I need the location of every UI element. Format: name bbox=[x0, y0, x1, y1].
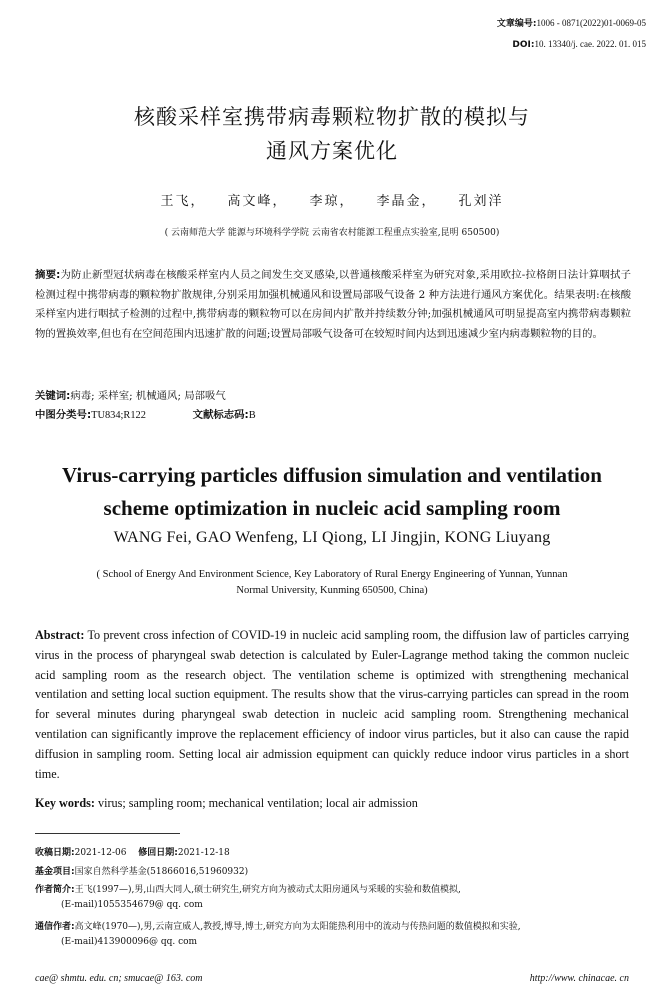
english-affiliation: ( School of Energy And Environment Science, Key Laboratory of Rural Energy Engineering of Yunnan, Yunnan Normal University, Kunming 650500, China) bbox=[96, 569, 568, 596]
author-2: 高文峰， bbox=[227, 194, 288, 209]
author-1: 王飞， bbox=[160, 194, 206, 209]
footnote-corresponding bbox=[35, 920, 635, 950]
article-number-value: 1006 - 0871(2022)01-0069-05 bbox=[536, 18, 646, 28]
english-abstract-text: To prevent cross infection of COVID-19 in nucleic acid sampling room, the diffusion law of particles carrying virus in the process of pharyngeal swab detection is calculated by Euler-Lagrange method taking the common nucleic acid sampling room as the research object. The ventilation scheme is optimized with strengthening mechanical ventilation and setting local suction equipment. The results show that the virus-carrying particles can spread in the room for several minutes during pharyngeal swab detection in nucleic acid sampling room. Strengthening mechanical ventilation can significantly improve the replacement efficiency of indoor virus particles, but it also can cause the rapid diffusion in sampling room. Setting local air admission equipment can quickly reduce indoor virus particles in a short time. bbox=[35, 628, 629, 781]
footer-emails: cae@ shmtu. edu. cn; smucae@ 163. com bbox=[35, 973, 203, 984]
clc-value: TU834;R122 bbox=[91, 410, 146, 421]
chinese-title-line-1: 核酸采样室携带病毒颗粒物扩散的模拟与 bbox=[134, 105, 530, 129]
chinese-title bbox=[0, 100, 664, 168]
received-label: 收稿日期: bbox=[35, 848, 75, 858]
english-keywords-label: Key words: bbox=[35, 796, 95, 810]
footnote-divider bbox=[35, 833, 180, 834]
english-authors: WANG Fei, GAO Wenfeng, LI Qiong, LI Jingjin, KONG Liuyang bbox=[113, 529, 551, 546]
footer-website: http://www. chinacae. cn bbox=[529, 973, 629, 984]
fund-label: 基金项目: bbox=[35, 867, 75, 877]
footnote-author bbox=[35, 883, 635, 913]
english-keywords bbox=[35, 796, 418, 811]
chinese-affiliation: ( 云南师范大学 能源与环境科学学院 云南省农村能源工程重点实验室,昆明 650500) bbox=[164, 228, 500, 238]
author-info-text: 王飞(1997—),男,山西大同人,硕士研究生,研究方向为被动式太阳房通风与采暖的实验和数值模拟, bbox=[74, 885, 461, 895]
doc-code-value: B bbox=[248, 410, 256, 421]
classification-line bbox=[35, 406, 256, 421]
revised-date: 2021-12-18 bbox=[177, 848, 230, 858]
doi bbox=[512, 38, 646, 52]
revised-label: 修回日期: bbox=[138, 848, 178, 858]
chinese-keywords-label: 关键词: bbox=[35, 390, 71, 402]
corr-text: 高文峰(1970—),男,云南宣威人,教授,博导,博士,研究方向为太阳能热利用中的流动与传热问题的数值模拟和实验, bbox=[74, 922, 521, 932]
chinese-title-line-2: 通风方案优化 bbox=[266, 139, 398, 163]
received-date: 2021-12-06 bbox=[74, 848, 127, 858]
fund-text: 国家自然科学基金(51866016,51960932) bbox=[74, 867, 249, 877]
author-4: 李晶金， bbox=[376, 194, 437, 209]
english-abstract-label: Abstract: bbox=[35, 628, 85, 642]
corr-email: (E-mail)413900096@ qq. com bbox=[61, 937, 198, 947]
doc-code-label: 文献标志码: bbox=[192, 409, 249, 421]
english-title bbox=[0, 459, 664, 525]
footnote-dates bbox=[35, 846, 635, 861]
english-title-line-2: scheme optimization in nucleic acid sampling room bbox=[103, 496, 561, 520]
chinese-abstract-label: 摘要: bbox=[35, 269, 61, 281]
footnote-fund bbox=[35, 865, 635, 880]
chinese-authors bbox=[0, 190, 664, 209]
chinese-abstract-text: 为防止新型冠状病毒在核酸采样室内人员之间发生交叉感染,以普通核酸采样室为研究对象,采用欧拉-拉格朗日法计算咽拭子检测过程中携带病毒的颗粒物扩散规律,分别采用加强机械通风和设置局部吸气设备 2 种方法进行通风方案优化。结果表明:在核酸采样室内进行咽拭子检测的过程中,携带病毒的颗粒物可以在房间内扩散并持续数分钟;加强机械通风可明显提高室内携带病毒颗粒物的置换效率,但也有在空间范围内迅速扩散的问题;设置局部吸气设备可在较短时间内达到迅速减少室内病毒颗粒物的目的。 bbox=[35, 269, 631, 340]
chinese-abstract bbox=[35, 266, 631, 344]
english-keywords-text: virus; sampling room; mechanical ventilation; local air admission bbox=[97, 796, 418, 810]
corr-label: 通信作者: bbox=[35, 922, 75, 932]
article-number bbox=[497, 17, 646, 31]
author-email: (E-mail)1055354679@ qq. com bbox=[61, 900, 203, 910]
article-number-label: 文章编号: bbox=[496, 19, 537, 29]
author-3: 李琼， bbox=[309, 194, 355, 209]
english-abstract bbox=[35, 626, 629, 784]
chinese-keywords bbox=[35, 387, 226, 402]
doi-value: 10. 13340/j. cae. 2022. 01. 015 bbox=[534, 39, 646, 49]
chinese-keywords-text: 病毒; 采样室; 机械通风; 局部吸气 bbox=[70, 390, 226, 402]
english-title-line-1: Virus-carrying particles diffusion simulation and ventilation bbox=[61, 463, 602, 487]
author-5: 孔刘洋 bbox=[458, 194, 504, 209]
doi-label: DOI: bbox=[512, 40, 535, 50]
clc-label: 中图分类号: bbox=[35, 409, 92, 421]
author-info-label: 作者简介: bbox=[35, 885, 75, 895]
